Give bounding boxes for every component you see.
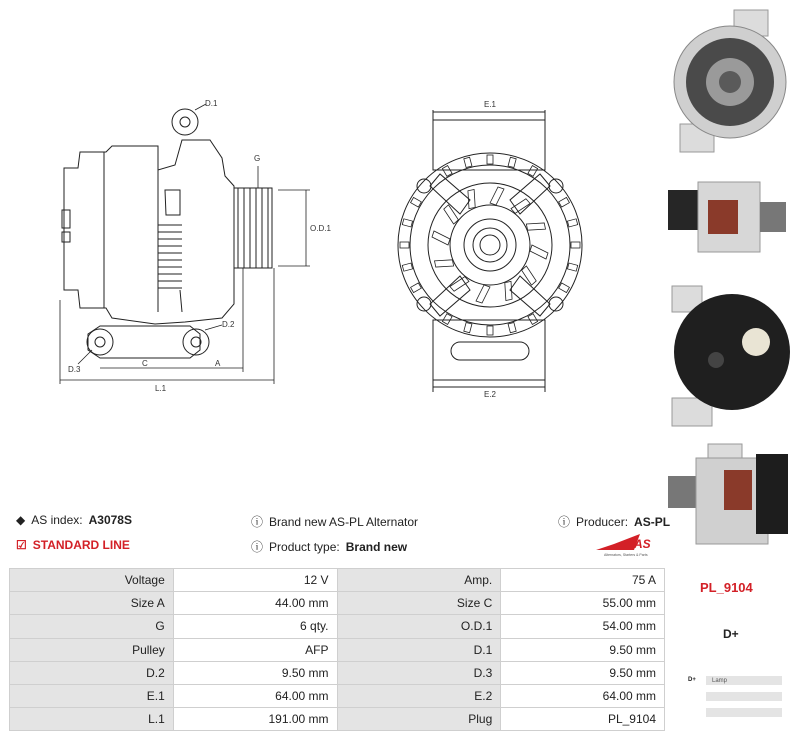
spec-value: 9.50 mm [173, 661, 337, 684]
side-view-housing [64, 140, 234, 324]
svg-text:Alternators, Starters & Parts: Alternators, Starters & Parts [604, 553, 648, 557]
spec-label: Plug [337, 708, 501, 731]
label-c: C [142, 359, 148, 368]
standard-line-text: STANDARD LINE [32, 538, 130, 552]
spec-row [10, 615, 665, 638]
spec-label: G [10, 615, 174, 638]
plug-pin: D+ [723, 627, 739, 641]
spec-row [10, 684, 665, 707]
as-index-value: A3078S [88, 513, 132, 527]
front-housing [398, 153, 582, 337]
spec-label: E.1 [10, 684, 174, 707]
spec-label: L.1 [10, 708, 174, 731]
label-d2: D.2 [222, 320, 235, 329]
pulley-grooves [238, 188, 268, 268]
spec-label: E.2 [337, 684, 501, 707]
spec-row [10, 592, 665, 615]
spec-label: D.2 [10, 661, 174, 684]
producer-label: Producer: [576, 514, 629, 529]
label-a: A [215, 359, 221, 368]
product-photo-front[interactable] [668, 6, 792, 158]
product-photo-back[interactable] [668, 280, 792, 430]
label-od1: O.D.1 [310, 224, 331, 233]
spec-table [9, 568, 665, 731]
label-e2: E.2 [484, 390, 497, 399]
label-d3: D.3 [68, 365, 81, 374]
producer-value: AS-PL [634, 514, 671, 529]
spec-label: O.D.1 [337, 615, 501, 638]
pulley [234, 188, 272, 268]
spec-value: 191.00 mm [173, 708, 337, 731]
front-pulley-hub [464, 219, 516, 271]
as-index [16, 513, 132, 527]
tag-icon: ◆ [16, 513, 26, 527]
plug-pin-name: D+ [684, 676, 706, 685]
side-fins [158, 225, 182, 288]
spec-label: D.1 [337, 638, 501, 661]
product-photo-side[interactable] [668, 172, 792, 268]
spec-label: D.3 [337, 661, 501, 684]
product-type-label: Product type: [269, 539, 340, 554]
plug-pin-name [684, 692, 706, 701]
check-icon: ☑ [16, 538, 27, 552]
plug-pin-row [684, 692, 782, 701]
plug-pin-name [684, 708, 706, 717]
front-slots [400, 155, 580, 335]
product-type [251, 538, 407, 555]
product-photo-angle[interactable] [668, 440, 792, 564]
spec-value: 6 qty. [173, 615, 337, 638]
svg-text:AS: AS [634, 537, 651, 551]
spec-value: AFP [173, 638, 337, 661]
d1-ear [172, 109, 198, 135]
spec-label: Size A [10, 592, 174, 615]
label-g: G [254, 154, 261, 163]
spec-value: 75 A [501, 569, 665, 592]
spec-value: 55.00 mm [501, 592, 665, 615]
spec-value: 64.00 mm [501, 684, 665, 707]
plug-pin-table [684, 676, 782, 724]
spec-row [10, 569, 665, 592]
plug-pin-desc: Lamp [712, 677, 728, 684]
spec-row [10, 638, 665, 661]
spec-label: Pulley [10, 638, 174, 661]
as-pl-logo [594, 532, 658, 558]
spec-value: 54.00 mm [501, 615, 665, 638]
label-e1: E.1 [484, 100, 497, 109]
product-type-value: Brand new [345, 539, 408, 554]
info-icon: ⓘ [251, 540, 264, 554]
spec-value: 9.50 mm [501, 661, 665, 684]
plug-pin-row [684, 676, 782, 685]
as-index-label: AS index: [31, 513, 83, 527]
plug-pin-row [684, 708, 782, 717]
spec-value: PL_9104 [501, 708, 665, 731]
description [251, 513, 418, 530]
info-icon: ⓘ [558, 515, 571, 529]
spec-label: Voltage [10, 569, 174, 592]
spec-value: 9.50 mm [501, 638, 665, 661]
spec-value: 44.00 mm [173, 592, 337, 615]
spec-row [10, 661, 665, 684]
label-l1: L.1 [155, 384, 167, 393]
standard-line [16, 538, 130, 552]
spec-value: 12 V [173, 569, 337, 592]
spec-value: 64.00 mm [173, 684, 337, 707]
spec-label: Amp. [337, 569, 501, 592]
info-icon: ⓘ [251, 515, 264, 529]
label-d1: D.1 [205, 99, 218, 108]
description-text: Brand new AS-PL Alternator [269, 514, 418, 529]
spec-row [10, 708, 665, 731]
producer [558, 513, 670, 530]
spec-label: Size C [337, 592, 501, 615]
plug-code: PL_9104 [700, 580, 753, 595]
